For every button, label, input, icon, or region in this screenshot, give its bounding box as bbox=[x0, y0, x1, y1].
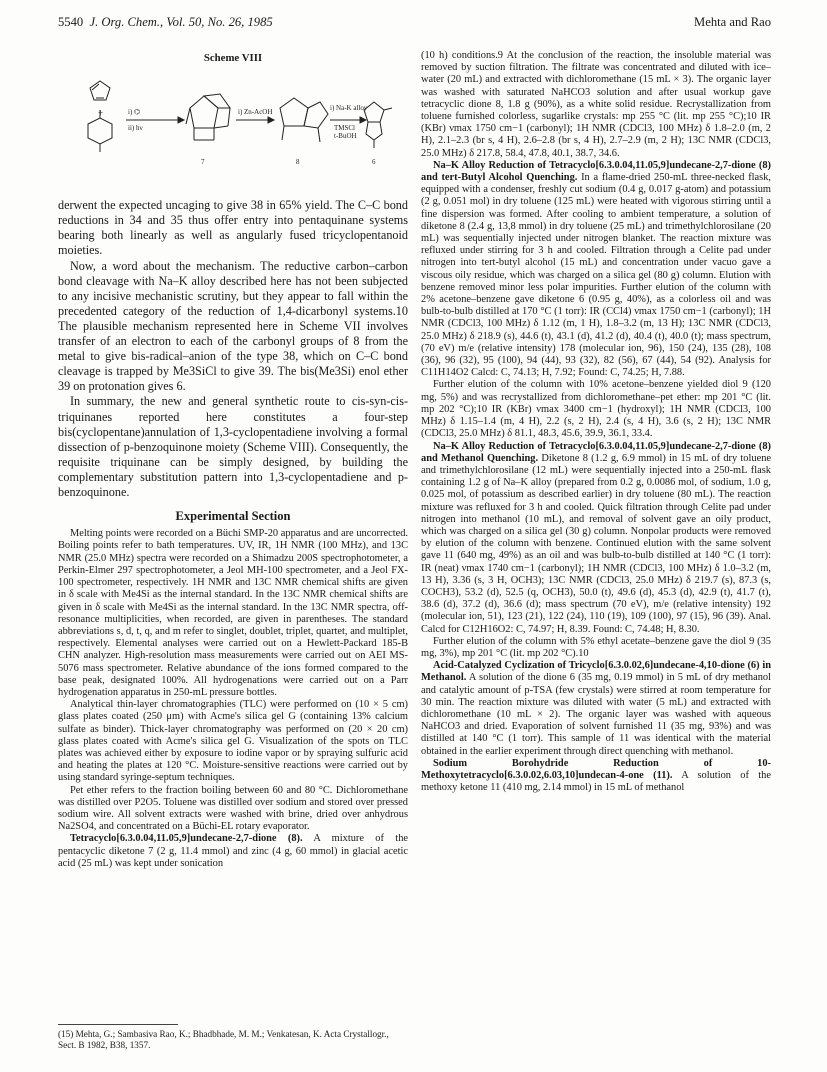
header-left bbox=[58, 15, 273, 30]
paragraph-heading: Na–K Alloy Reduction of Tetracyclo[6.3.0.04,11.05,9]undecane-2,7-dione (8) and tert-Butyl Alcohol Quenching. bbox=[421, 159, 771, 184]
paragraph bbox=[421, 660, 771, 758]
paragraph: (10 h) conditions.9 At the conclusion of the reaction, the insoluble material was removed by suction filtration. The filtrate was concentrated and diluted with ice–water (20 mL) and extracted with dichloromethane (15 mL × 3). The organic layer was washed with saturated NaHCO3 solution and after usual workup gave tetracyclic dione 8, 1.8 g (90%), as a white solid residue. Recrystallization from toluene furnished colorless, sugarlike crystals: mp 255 °C (lit. mp 255 °C);10 IR (KBr) νmax 1750 cm−1 (carbonyl); 1H NMR (CDCl3, 100 MHz) δ 1.8–2.0 (m, 2 H), 2.1–2.3 (br s, 4 H), 2.6–2.8 (br s, 4 H), 2.7–2.9 (m, 2 H); 13C NMR (CDCl3, 25.0 MHz) δ 217.8, 58.4, 47.8, 40.1, 38.7, 34.6. bbox=[421, 50, 771, 159]
paragraph bbox=[421, 160, 771, 380]
svg-text:+: + bbox=[98, 108, 104, 119]
paragraph-body: A mixture of the pentacyclic diketone 7 (2 g, 11.4 mmol) and zinc (4 g, 60 mmol) in glacial acetic acid (25 mL) was kept under sonication bbox=[58, 833, 408, 869]
left-column bbox=[58, 50, 408, 870]
paragraph bbox=[58, 833, 408, 870]
footnote-text: (15) Mehta, G.; Sambasiva Rao, K.; Bhadbhade, M. M.; Venkatesan, K. Acta Crystallogr., Sect. B 1982, B38, 1357. bbox=[58, 1029, 389, 1050]
discussion-block bbox=[58, 198, 408, 500]
paragraph: Further elution of the column with 5% ethyl acetate–benzene gave the diol 9 (35 mg, 3%), mp 201 °C (lit. mp 202 °C).10 bbox=[421, 635, 771, 659]
scheme-diagram bbox=[68, 68, 398, 186]
journal-citation: J. Org. Chem., Vol. 50, No. 26, 1985 bbox=[89, 15, 273, 29]
section-title: Experimental Section bbox=[175, 509, 291, 524]
benzoquinone-ring bbox=[88, 118, 112, 144]
paragraph-heading: Acid-Catalyzed Cyclization of Tricyclo[6.3.0.02,6]undecane-4,10-dione (6) in Methanol. bbox=[421, 660, 771, 684]
paragraph: Now, a word about the mechanism. The reductive carbon–carbon bond cleavage with Na–K alloy described here has not been subjected to any incisive mechanistic scrutiny, but they appear to fall within the precedented category of the reduction of 1,4-dicarbonyl systems.10 The plausible mechanism represented here in Scheme VII involves transfer of an electron to each of the carbonyl groups of 8 from the metal to give bis-radical–anion of the type 38, which on C–C bond cleavage is trapped by Me3SiCl to give 39. The bis(Me3Si) enol ether 39 on protonation gives 6. bbox=[58, 258, 408, 394]
compound-label-6: 6 bbox=[372, 158, 376, 167]
footnote bbox=[58, 1024, 408, 1051]
paragraph: Pet ether refers to the fraction boiling between 60 and 80 °C. Dichloromethane was distilled over P2O5. Toluene was distilled over sodium and stored over pressed sodium wire. All solvent extracts were washed with brine, dried over anhydrous Na2SO4, and concentrated on a Büchi-EL rotary evaporator. bbox=[58, 784, 408, 833]
paragraph bbox=[421, 758, 771, 795]
cage-7 bbox=[190, 96, 218, 128]
paragraph bbox=[421, 441, 771, 636]
paragraph-heading: Na–K Alloy Reduction of Tetracyclo[6.3.0.04,11.05,9]undecane-2,7-dione (8) and Methanol Quenching. bbox=[421, 440, 771, 464]
paragraph-heading: Sodium Borohydride Reduction of 10-Methoxytetracyclo[6.3.0.02,6.03,10]undecan-4-one (11). bbox=[421, 757, 771, 781]
paragraph-heading: Tetracyclo[6.3.0.04,11.05,9]undecane-2,7-dione (8). bbox=[70, 833, 303, 845]
scheme-label-4: i) Na-K alloy bbox=[330, 104, 368, 113]
footnote-rule bbox=[58, 1024, 178, 1025]
scheme-title: Scheme VIII bbox=[203, 52, 263, 64]
paragraph: derwent the expected uncaging to give 38 in 65% yield. The C–C bond reductions in 34 and 35 thus offer entry into pentaquinane systems bearing both linearly as well as angularly fused tricyclopentanoid moieties. bbox=[58, 198, 408, 258]
page-number: 5540 bbox=[58, 15, 84, 29]
compound-label-8: 8 bbox=[296, 158, 300, 167]
scheme-label-2: ii) hν bbox=[128, 124, 143, 133]
scheme-label-5: TMSCl bbox=[334, 124, 356, 133]
header-authors: Mehta and Rao bbox=[694, 15, 771, 29]
paragraph: In summary, the new and general synthetic route to cis-syn-cis-triquinanes reported here constitutes a four-step bis(cyclopentane)annulation of 1,3-cyclopentadiene involving a formal dissection of p-benzoquinone moiety (Scheme VIII). Consequently, the requisite triquinane can be simply designed, by building the complementary substitution pattern into 1,3-cyclopentadiene and p-benzoquinone. bbox=[58, 394, 408, 499]
scheme-label-6: t-BuOH bbox=[334, 132, 357, 141]
right-column bbox=[421, 50, 771, 794]
scheme-label-3: i) Zn-AcOH bbox=[238, 108, 273, 117]
compound-label-7: 7 bbox=[201, 158, 205, 167]
paragraph-body: A solution of the dione 6 (35 mg, 0.19 mmol) in 5 mL of dry methanol and catalytic amount of p-TSA (few crystals) were stirred at room temperature for 30 min. The reaction mixture was diluted with water (5 mL) and extracted with dichloromethane (10 mL × 2). The organic layer was washed with aqueous NaHCO3 and dried. Evaporation of solvent furnished 11 (35 mg, 93%) and was distilled at 140 °C (1 torr). This sample of 11 was identical with the material obtained in the earlier experiment through direct quenching with methanol. bbox=[421, 672, 771, 757]
paragraph: Further elution of the column with 10% acetone–benzene yielded diol 9 (120 mg, 5%) and was recrystallized from dichloromethane–pet ether: mp 201 °C (lit. mp 202 °C);10 IR (KBr) νmax 3400 cm−1 (hydroxyl); 1H NMR (CDCl3, 100 MHz) δ 1.15–1.4 (m, 4 H), 2.2 (s, 2 H), 2.4 (s, 4 H), 3.6 (s, 2 H); 13C NMR (CDCl3, 25.0 MHz) δ 81.1, 48.3, 45.6, 39.9, 36.1, 33.4. bbox=[421, 379, 771, 440]
cyclopentadiene-ring bbox=[90, 81, 110, 100]
page-header bbox=[58, 15, 771, 35]
paragraph: Analytical thin-layer chromatographies (TLC) were performed on (10 × 5 cm) glass plates coated (250 μm) with Acme's silica gel G (containing 13% calcium sulfate as binder). Thick-layer chromatography was performed on (20 × 20 cm) glass plates coated with Acme's silica gel G. Visualization of the spots on TLC plates was achieved either by exposure to iodine vapor or by spraying sulfuric acid and heating the plates at 120 °C. Moisture-sensitive reactions were carried out by using standard syringe-septum techniques. bbox=[58, 699, 408, 784]
paragraph-body: A solution of the methoxy ketone 11 (410 mg, 2.14 mmol) in 15 mL of methanol bbox=[421, 769, 771, 794]
paragraph-body: Diketone 8 (1.2 g, 6.9 mmol) in 15 mL of dry toluene and trimethylchlorosilane (12 mL) were sequentially injected into a 250-mL flask containing 1.2 g of Na–K alloy (prepared from 0.2 g, 0.0086 mol, of sodium, 1.0 g, 0.025 mol, of potassium as described earlier) in dry toluene (80 mL). The reaction mixture was refluxed for 3 h and cooled. Quick filtration through Celite pad under nitrogen into methanol (10 mL), and removal of solvent gave an oily product, which was charged on a silica gel (30 g) column. Nonpolar products were removed by elution of the column with benzene. Continued elution with the same solvent gave 11 (640 mg, 49%) as an oil and was bulb-to-bulb distilled at 140 °C (1 torr): IR (neat) νmax 1740 cm−1 (carbonyl); 1H NMR (CDCl3, 100 MHz) δ 1.0–3.2 (m, 13 H), 3.36 (s, 3 H, OCH3); 13C NMR (CDCl3, 25.0 MHz) δ 219.7 (s), 87.3 (s, COCH3), 53.2 (d), 52.5 (q, OCH3), 50.0 (t), 49.6 (d), 45.3 (d), 42.9 (t), 41.7 (t), 38.6 (d), 37.2 (d), 36.6 (d); mass spectrum (70 eV), m/e (relative intensity) 192 (molecular ion, 51), 123 (21), 122 (24), 110 (19), 109 (100), 97 (15), 96 (39). Anal. Calcd for C12H16O2: C, 74.97; H, 8.39. Found: C, 74.48; H, 8.30. bbox=[421, 452, 772, 635]
dione-8 bbox=[280, 98, 308, 126]
paragraph-body: In a flame-dried 250-mL three-necked flask, equipped with a condenser, freshly cut sodium (0.4 g, 0.017 g-atom) and potassium (2 g, 0.051 mol) in dry toluene (125 mL) were heated with vigorous stirring until a fine dispersion was formed. After cooling to ambient temperature, a solution of diketone 8 (2.4 g, 13,8 mmol) in dry toluene (25 mL) and trimethylchlorosilane (20 mL) was sequentially injected under nitrogen blanket. The reaction mixture was refluxed under stirring for 3 h and cooled. Filtration through a Celite pad under nitrogen into tert-butyl alcohol (15 mL) and concentration under vacuo gave a viscous oily residue, which was charged on a silica gel (80 g) column. Elution with benzene removed minor less polar impurities. Further elution of the column with 2% acetone–benzene gave diketone 6 (0.95 g, 40%), as a colorless oil and was bulb-to-bulb distilled at 170 °C (1 torr): IR (CCl4) νmax 1750 cm−1 (carbonyl); 1H NMR (CDCl3, 100 MHz) δ 1.12 (m, 1 H), 1.8–3.2 (m, 13 H); 13C NMR (CDCl3, 25.0 MHz) δ 218.9 (s), 44.6 (t), 43.1 (d), 41.2 (d), 40.4 (t), 40.0 (t); mass spectrum, (70 eV) m/e (relative intensity) 178 (molecular ion, 96), 150 (24), 135 (28), 108 (36), 96 (32), 95 (100), 94 (44), 93 (32), 82 (56), 67 (44), 54 (92). Analysis for C11H14O2 Calcd: C, 74.13; H, 7.92; Found: C, 74.25; H, 7.88. bbox=[421, 172, 771, 379]
paragraph: Melting points were recorded on a Büchi SMP-20 apparatus and are uncorrected. Boiling points refer to bath temperatures. UV, IR, 1H NMR (100 MHz), and 13C NMR (25.0 MHz) spectra were recorded on a Shimadzu 200S spectrophotometer, a Perkin-Elmer 297 spectrophotometer, a Jeol MH-100 spectrometer, and a Jeol FX-100 spectrometer, respectively. 1H NMR and 13C NMR chemical shifts are given in δ scale with Me4Si as the internal standard. In the 13C NMR chemical shifts are given in δ scale with Me4Si as the internal standard. In the 13C NMR spectra, off-resonance multiplicities, when recorded, are given in parentheses. The standard abbreviations s, d, t, q, and m refer to singlet, doublet, triplet, quartet, and multiplet, respectively. Elemental analyses were carried out on a Hewlett-Packard 185-B CHN analyzer. High-resolution mass measurements were carried out on AEI MS-5076 mass spectrometer. Relative abundance of the ions formed compared to the base peak, designated 100%. All hydrogenations were carried out on a Parr hydrogenation apparatus in 250-mL pressure bottles. bbox=[58, 528, 408, 698]
scheme-label-1: i) ⌬ bbox=[128, 108, 141, 117]
